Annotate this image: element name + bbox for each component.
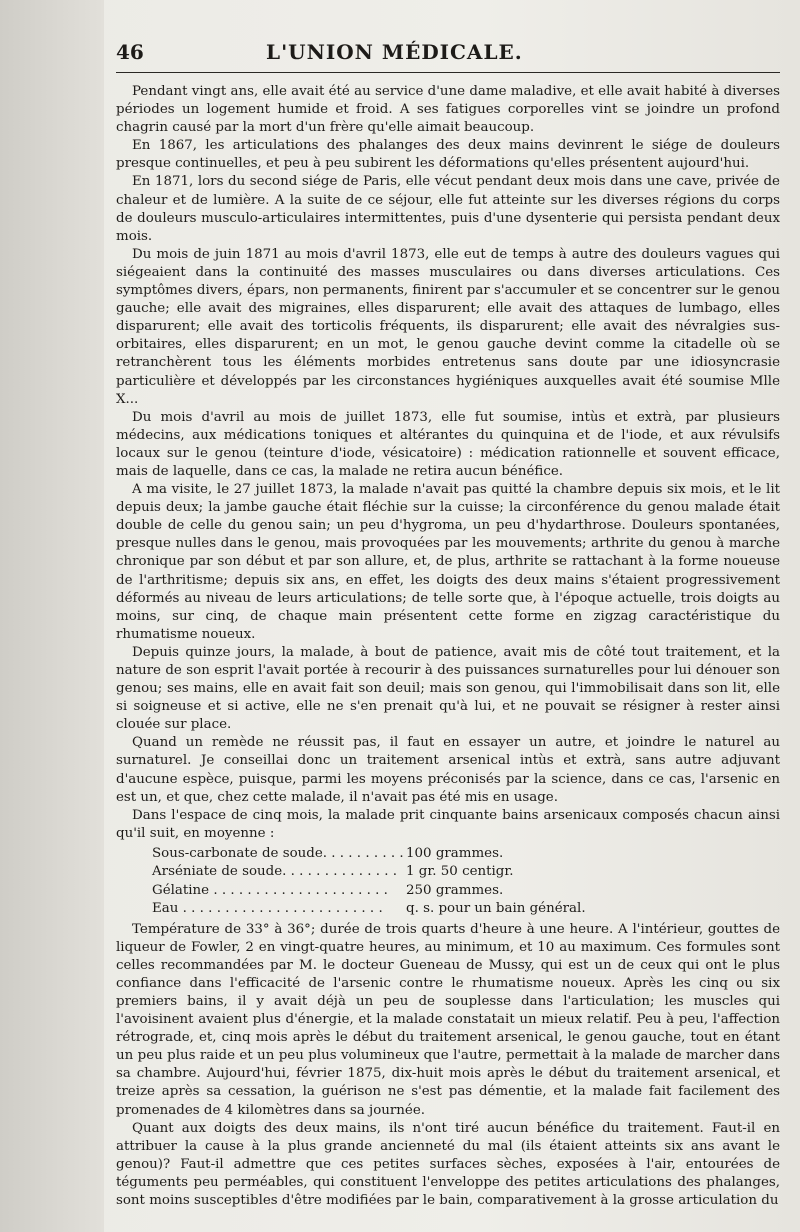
paragraph: Quand un remède ne réussit pas, il faut en essayer un autre, et joindre le naturel au surnaturel. Je conseillai donc un traitement arsenical intùs et extrà, sans autre adjuvant d'aucune espèce, puisque, parmi les moyens préconisés par la science, dans ce cas, l'arsenic en est un, et que, chez cette malade, il n'avait pas été mis en usage. — [116, 735, 780, 805]
journal-title: L'UNION MÉDICALE. — [266, 40, 523, 64]
bath-formula — [116, 845, 780, 919]
formula-quantity: 1 gr. 50 centigr. — [406, 864, 514, 880]
page-header — [116, 40, 780, 73]
paragraph: A ma visite, le 27 juillet 1873, la malade n'avait pas quitté la chambre depuis six mois, et le lit depuis deux; la jambe gauche était fléchie sur la cuisse; la circonférence du genou malade était double de celle du genou sain; un peu d'hygroma, un peu d'hydarthrose. Douleurs spontanées, presque nulles dans le genou, mais provoquées par les mouvements; arthrite du genou à marche chronique par son début et par son allure, et, de plus, arthrite se rattachant à la forme noueuse de l'arthritisme; depuis six ans, en effet, les doigts des deux mains s'étaient progressivement déformés au niveau de leurs articulations; de telle sorte que, à l'époque actuelle, trois doigts au moins, sur cinq, de chaque main présentent cette forme en zigzag caractéristique du rhumatisme noueux. — [116, 482, 780, 642]
formula-ingredient: Arséniate de soude. . . . . . . . . . . . . . — [152, 864, 398, 880]
adjacent-page-edge — [0, 0, 104, 1232]
formula-quantity: 100 grammes. — [406, 845, 504, 861]
paragraph: En 1867, les articulations des phalanges des deux mains devinrent le siége de douleurs presque continuelles, et peu à peu subirent les déformations qu'elles présentent aujourd'hui. — [116, 138, 780, 172]
page-number: 46 — [116, 40, 144, 64]
formula-ingredient: Gélatine . . . . . . . . . . . . . . . . . . . . . — [152, 882, 388, 898]
formula-quantity: q. s. pour un bain général. — [406, 901, 586, 917]
formula-row — [116, 863, 780, 881]
paragraph: Du mois d'avril au mois de juillet 1873, elle fut soumise, intùs et extrà, par plusieurs médecins, aux médications toniques et altérantes du quinquina et de l'iode, et aux révulsifs locaux sur le genou (teinture d'iode, vésicatoire) : médication rationnelle et souvent efficace, mais de laquelle, dans ce cas, la malade ne retira aucun bénéfice. — [116, 409, 780, 479]
paragraph: Température de 33° à 36°; durée de trois quarts d'heure à une heure. A l'intérieur, gouttes de liqueur de Fowler, 2 en vingt-quatre heures, au minimum, et 10 au maximum. Ces formules sont celles recommandées par M. le docteur Gueneau de Mussy, qui est un de ceux qui ont le plus confiance dans l'efficacité de l'arsenic contre le rhumatisme noueux. Après les cinq ou six premiers bains, il y avait déjà un peu de souplesse dans l'articulation; les muscles qui l'avoisinent avaient plus d'énergie, et la malade constatait un mieux relatif. Peu à peu, l'affection rétrograde, et, cinq mois après le début du traitement arsenical, le genou gauche, tout en étant un peu plus raide et un peu plus volumineux que l'autre, permettait à la malade de marcher dans sa chambre. Aujourd'hui, février 1875, dix-huit mois après le début du traitement arsenical, et treize après sa cessation, la guérison ne s'est pas démentie, et la malade fait facilement des promenades de 4 kilomètres dans sa journée. — [116, 921, 780, 1118]
paragraph: Pendant vingt ans, elle avait été au service d'une dame maladive, et elle avait habité à diverses périodes un logement humide et froid. A ses fatigues corporelles vint se joindre un profond chagrin causé par la mort d'un frère qu'elle aimait beaucoup. — [116, 84, 780, 136]
formula-row — [116, 900, 780, 918]
paragraph: Du mois de juin 1871 au mois d'avril 1873, elle eut de temps à autre des douleurs vagues qui siégeaient dans la continuité des masses musculaires ou dans diverses articulations. Ces symptômes divers, épars, non permanents, finirent par s'accumuler et se concentrer sur le genou gauche; elle avait des migraines, elles disparurent; elle avait des attaques de lumbago, elles disparurent; elle avait des torticolis fréquents, ils disparurent; elle avait des névralgies sus-orbitaires, elles disparurent; en un mot, le genou gauche devint comme la citadelle où se retranchèrent tous les éléments morbides entretenus sans doute par une idiosyncrasie particulière et développés par les circonstances hygiéniques auxquelles avait été soumise Mlle X... — [116, 246, 781, 407]
formula-quantity: 250 grammes. — [406, 882, 504, 898]
paragraph: Dans l'espace de cinq mois, la malade prit cinquante bains arsenicaux composés chacun ainsi qu'il suit, en moyenne : — [116, 807, 780, 841]
formula-ingredient: Sous-carbonate de soude. . . . . . . . . . — [152, 845, 404, 861]
paragraph: En 1871, lors du second siége de Paris, elle vécut pendant deux mois dans une cave, privée de chaleur et de lumière. A la suite de ce séjour, elle fut atteinte sur les diverses régions du corps de douleurs musculo-articulaires intermittentes, puis d'une dysenterie qui persista pendant deux mois. — [116, 174, 780, 244]
article-body — [116, 83, 780, 1210]
formula-row — [116, 882, 780, 900]
formula-ingredient: Eau . . . . . . . . . . . . . . . . . . . . . . . . — [152, 901, 383, 917]
paragraph: Quant aux doigts des deux mains, ils n'ont tiré aucun bénéfice du traitement. Faut-il en attribuer la cause à la plus grande ancienneté du mal (ils étaient atteints six ans avant le genou)? Faut-il admettre que ces petites surfaces sèches, exposées à l'air, entourées de téguments peu perméables, qui constituent l'enveloppe des petites articulations des phalanges, sont moins susceptibles d'être modifiées par le bain, comparativement à la grosse articulation du — [116, 1120, 780, 1208]
paragraph: Depuis quinze jours, la malade, à bout de patience, avait mis de côté tout traitement, et la nature de son esprit l'avait portée à recourir à des puissances surnaturelles pour lui dénouer son genou; ses mains, elle en avait fait son deuil; mais son genou, qui l'immobilisait dans son lit, elle si soigneuse et si active, elle ne s'en prenait qu'à lui, et ne pouvait se résigner à rester ainsi clouée sur place. — [116, 644, 780, 733]
formula-row — [116, 845, 780, 863]
